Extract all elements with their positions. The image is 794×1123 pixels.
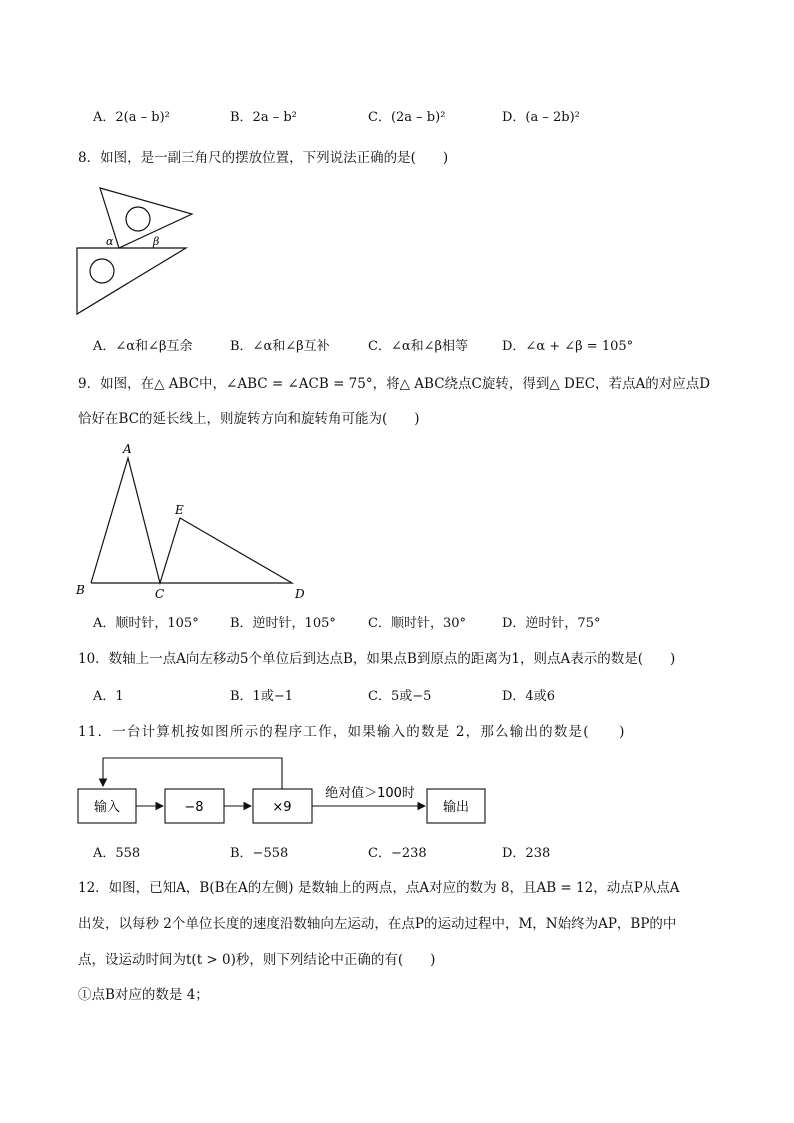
output-label: 输出 xyxy=(442,800,470,815)
q9-option-d[interactable]: D．逆时针，75° xyxy=(502,616,601,631)
triangle-abc-dec xyxy=(91,458,292,583)
q8-option-b[interactable]: B．∠α和∠β互补 xyxy=(230,339,330,354)
q8-option-c[interactable]: C．∠α和∠β相等 xyxy=(368,339,469,354)
label-d: D xyxy=(295,587,305,601)
q9-option-a[interactable]: A．顺时针，105° xyxy=(93,616,199,631)
upper-hole xyxy=(126,207,150,231)
q9-stem-line2: 恰好在BC的延长线上，则旋转方向和旋转角可能为( ) xyxy=(78,411,420,427)
q11-option-d[interactable]: D．238 xyxy=(502,846,551,861)
q8-option-a[interactable]: A．∠α和∠β互余 xyxy=(93,339,193,354)
q8-option-d[interactable]: D．∠α + ∠β = 105° xyxy=(502,339,634,354)
q11-stem: 11．一台计算机按如图所示的程序工作，如果输入的数是 2，那么输出的数是( ) xyxy=(78,724,626,740)
q11-flowchart xyxy=(72,752,492,828)
q7-option-a[interactable]: A．2(a – b)² xyxy=(93,110,170,125)
input-label: 输入 xyxy=(93,800,121,815)
q9-stem-line1: 9．如图，在△ ABC中，∠ABC = ∠ACB = 75°，将△ ABC绕点C旋转，得到△ DEC，若点A的对应点D xyxy=(78,376,711,392)
q12-line2: 出发，以每秒 2个单位长度的速度沿数轴向左运动，在点P的运动过程中，M，N始终为AP，BP的中 xyxy=(78,916,677,932)
lower-set-square xyxy=(77,248,186,314)
q8-triangle-rulers-figure xyxy=(74,184,194,318)
q10-option-c[interactable]: C．5或−5 xyxy=(368,689,432,704)
label-b: B xyxy=(76,583,85,597)
lower-hole xyxy=(90,259,114,283)
q8-stem: 8．如图，是一副三角尺的摆放位置，下列说法正确的是( ) xyxy=(78,150,449,166)
condition-label: 绝对值＞100时 xyxy=(325,786,415,801)
q11-option-c[interactable]: C．−238 xyxy=(368,846,427,861)
q9-option-c[interactable]: C．顺时针，30° xyxy=(368,616,466,631)
label-e: E xyxy=(175,503,184,517)
multiply-label: ×9 xyxy=(272,800,292,815)
q11-option-b[interactable]: B．−558 xyxy=(230,846,289,861)
beta-label: β xyxy=(153,235,160,248)
alpha-label: α xyxy=(106,235,114,248)
q12-line3: 点，设运动时间为t(t > 0)秒，则下列结论中正确的有( ) xyxy=(78,952,436,968)
q7-option-b[interactable]: B．2a – b² xyxy=(230,110,297,125)
q10-option-b[interactable]: B．1或−1 xyxy=(230,689,293,704)
label-c: C xyxy=(155,587,165,601)
q11-option-a[interactable]: A．558 xyxy=(93,846,141,861)
q10-option-d[interactable]: D．4或6 xyxy=(502,689,555,704)
q12-item1: ①点B对应的数是 4； xyxy=(78,987,209,1003)
q9-option-b[interactable]: B．逆时针，105° xyxy=(230,616,336,631)
q7-option-c[interactable]: C．(2a – b)² xyxy=(368,110,446,125)
q7-option-d[interactable]: D．(a – 2b)² xyxy=(502,110,580,125)
label-a: A xyxy=(123,442,132,456)
q10-option-a[interactable]: A．1 xyxy=(93,689,124,704)
q9-rotation-figure xyxy=(72,438,312,604)
upper-set-square xyxy=(100,188,192,248)
subtract-label: −8 xyxy=(184,800,204,815)
q10-stem: 10．数轴上一点A向左移动5个单位后到达点B，如果点B到原点的距离为1，则点A表示的数是( ) xyxy=(78,651,676,667)
q12-line1: 12．如图，已知A，B(B在A的左侧) 是数轴上的两点，点A对应的数为 8，且AB = 12，动点P从点A xyxy=(78,880,680,896)
loop-arrow xyxy=(103,758,282,789)
